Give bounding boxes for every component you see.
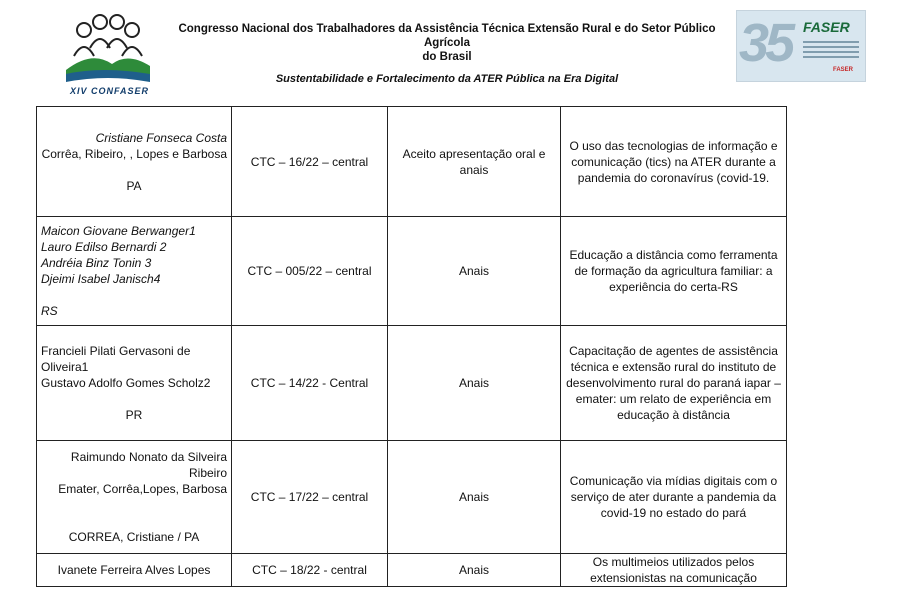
logo-text-lines-icon (803, 41, 859, 61)
author-name: Cristiane Fonseca Costa (95, 130, 227, 145)
author-name: Djeimi Isabel Janisch4 (41, 272, 161, 286)
papers-table (36, 106, 787, 587)
author-name: Gustavo Adolfo Gomes Scholz2 (41, 376, 211, 390)
title-line-1: Congresso Nacional dos Trabalhadores da Assistência Técnica Extensão Rural e do Setor Público Agrícola (178, 23, 716, 49)
congress-subtitle: Sustentabilidade e Fortalecimento da ATER Pública na Era Digital (275, 73, 619, 85)
authors-cell (37, 326, 232, 441)
author-name: Maicon Giovane Berwanger1 (41, 224, 196, 238)
code-cell: CTC – 16/22 – central (232, 107, 388, 217)
authors-cell (37, 217, 232, 326)
status-cell: Aceito apresentação oral e anais (388, 107, 561, 217)
authors-cell (37, 107, 232, 217)
paper-title-cell: Comunicação via mídias digitais com o serviço de ater durante a pandemia da covid-19 no estado do pará (561, 441, 787, 554)
faser-wordmark: FASER (803, 19, 850, 35)
paper-title-cell: Educação a distância como ferramenta de formação da agricultura familiar: a experiência do certa-RS (561, 217, 787, 326)
status-cell: Anais (388, 217, 561, 326)
anniversary-number: 35 (739, 13, 792, 73)
author-list: Emater, Corrêa,Lopes, Barbosa (58, 482, 227, 496)
author-name: Lauro Edilso Bernardi 2 (41, 240, 167, 254)
table-row (37, 107, 787, 217)
code-cell: CTC – 14/22 - Central (232, 326, 388, 441)
people-landscape-icon (62, 8, 154, 88)
code-cell: CTC – 18/22 - central (232, 554, 388, 587)
confaser-logo-text: XIV CONFASER (70, 86, 150, 96)
author-list: Corrêa, Ribeiro, , Lopes e Barbosa (41, 146, 227, 161)
authors-cell (37, 441, 232, 554)
status-cell: Anais (388, 326, 561, 441)
code-cell: CTC – 17/22 – central (232, 441, 388, 554)
confaser-logo (62, 8, 154, 102)
code-cell: CTC – 005/22 – central (232, 217, 388, 326)
author-state: PR (125, 408, 143, 422)
author-state: PA (126, 178, 142, 193)
author-state: CORREA, Cristiane / PA (68, 530, 200, 544)
paper-title-cell: Os multimeios utilizados pelos extensionistas na comunicação (561, 554, 787, 587)
status-cell: Anais (388, 441, 561, 554)
title-line-2: do Brasil (422, 51, 472, 63)
paper-title-cell: O uso das tecnologias de informação e comunicação (tics) na ATER durante a pandemia do coronavírus (covid-19. (561, 107, 787, 217)
author-state: RS (41, 304, 58, 318)
table-row (37, 326, 787, 441)
author-name: Andréia Binz Tonin 3 (41, 256, 152, 270)
faser-badge: FASER (833, 67, 854, 73)
document-header (0, 0, 900, 104)
table-row (37, 441, 787, 554)
paper-title-cell: Capacitação de agentes de assistência técnica e extensão rural do instituto de desenvolvimento rural do paraná iapar – emater: um relato de experiência em educação à distância (561, 326, 787, 441)
table-row (37, 217, 787, 326)
table-row (37, 554, 787, 587)
faser-35-logo (736, 10, 866, 82)
congress-title (158, 22, 736, 85)
author-name: Francieli Pilati Gervasoni de Oliveira1 (41, 344, 191, 374)
authors-cell: Ivanete Ferreira Alves Lopes (37, 554, 232, 587)
status-cell: Anais (388, 554, 561, 587)
author-name: Raimundo Nonato da Silveira Ribeiro (70, 450, 227, 480)
